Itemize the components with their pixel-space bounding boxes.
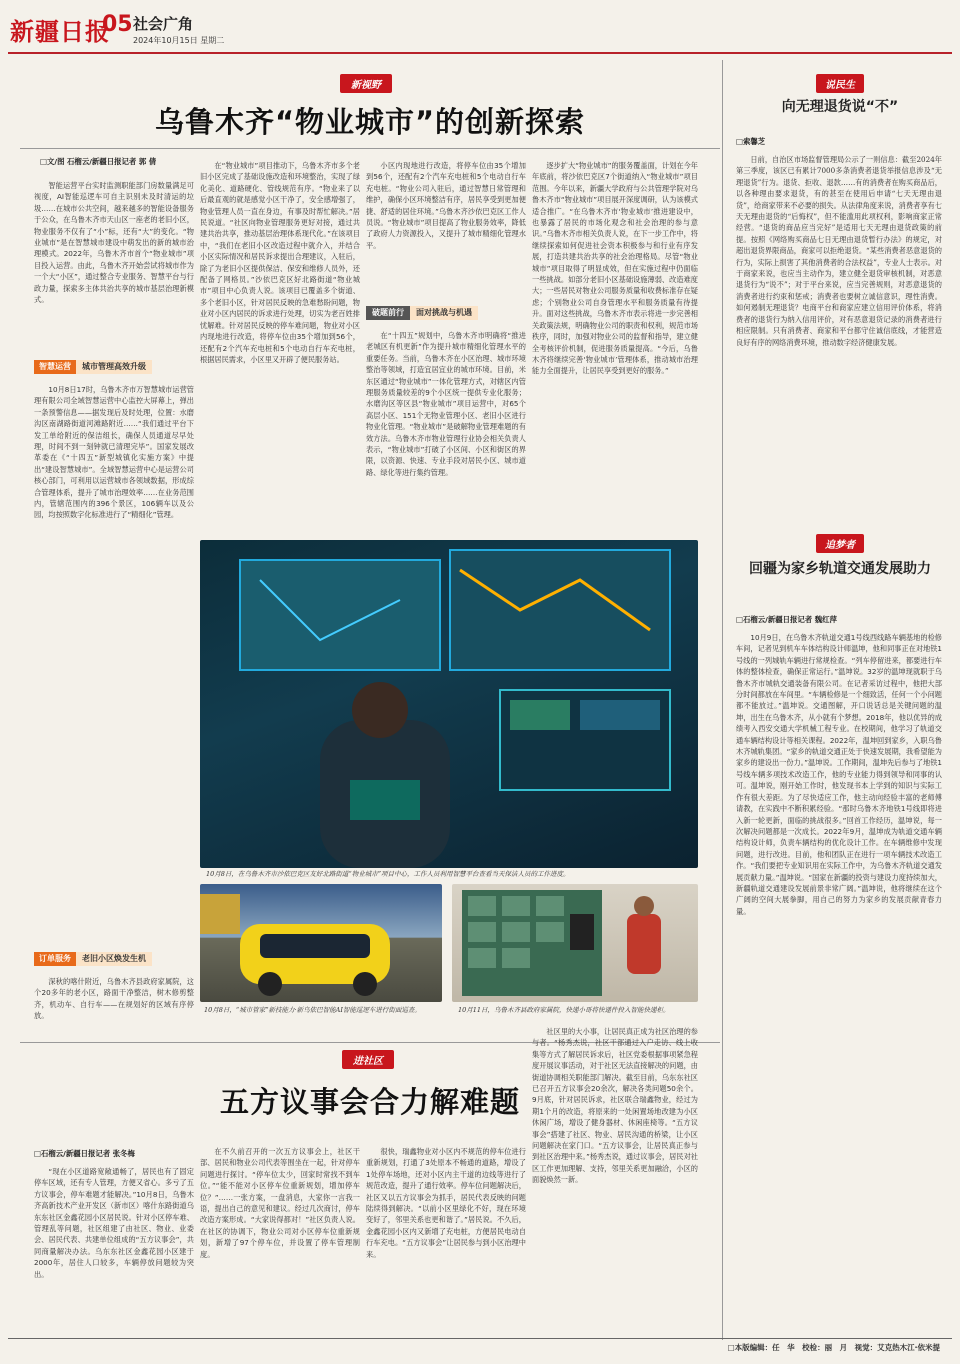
- side2-tag: 追梦者: [816, 534, 864, 553]
- top-story-col1c: 深秋的喀什附近，乌鲁木齐县政府家属院，这个20多年的老小区，路面干净整洁，树木修剪整齐，机动车、自行车——在规划好的区域有序停放。: [34, 977, 194, 1021]
- bottom-story-title: 五方议事会合力解难题: [219, 1085, 520, 1119]
- top-story-col4: 逐步扩大“物业城市”的服务覆盖面，计划在今年年底前，将沙依巴克区7个街道纳入“物业城市”项目范围。今年以来，新疆大学政府与公共管理学院对乌鲁木齐市“物业城市”项目展开深度调研，认为该模式适合推广。“在乌鲁木齐市‘物业城市’推进建设中，也暴露了居民的市场化观念和社会治理的参与意识。”乌鲁木齐市相关负责人说，在下一步工作中，将继续探索如何促进社会资本积极参与和行业有序发展，打造共建共治共享的社会治理格局。尽管“物业城市”项目取得了明显成效，但在实施过程中仍面临一些挑战。如部分老旧小区基础设施薄弱、改造难度大；一些居民对物业公司服务质量和收费标准存在疑虑；个别物业公司自身管理水平和服务质量有待提升。面对这些挑战，乌鲁木齐市表示将进一步完善相关政策法规，明确物业公司的职责和权利，规范市场秩序，同时，加强对物业公司的监督和指导，建立健全考核评价机制，促进服务质量提高。“今后，乌鲁木齐将继续完善‘物业城市’管理体系，推动城市治理能力全面提升，让居民享受到更好的服务。”: [532, 161, 698, 376]
- issue-date: 2024年10月15日 星期二: [133, 36, 225, 45]
- bottom-story-col4: 社区里的大小事，让居民真正成为社区治理的参与者。“杨秀杰说，社区干部通过入户走访、线上收集等方式了解居民诉求后，社区党委根据事项紧急程度开展议事活动，对于社区无法直接解决的问题，由街道协调相关职能部门解决。截至目前，乌东东社区已召开五方议事会20余次，解决各类问题50余个。9月底，针对居民诉求，社区联合瑞鑫物业，经过为期1个月的改造，将原来的一处闲置场地改建为小区休闲广场，增设了健身器材、休闲座椅等。“五方议事会”搭建了社区、物业、居民沟通的桥梁，让小区问题解决在家门口。“五方议事会，让居民真正参与到社区治理中来。”杨秀杰说，通过议事会，居民对社区工作更加理解、支持，邻里关系更加融洽，小区的面貌焕然一新。: [532, 1027, 698, 1185]
- masthead-logo: 新疆日报: [10, 17, 110, 46]
- subhead-order-label: 订单服务: [34, 952, 76, 966]
- top-story-col1: 智能运营平台实时监测职能部门房数量满足可视度，AI智能巡逻车可自主识别未及时清运的垃圾……在城市公共空间，越来越多的智能设备服务于公众，在乌鲁木齐市天山区一座老的老旧小区，物业服务不仅有了“小”标，还有“大”的变化。“物业城市”是在智慧城市建设中萌发出的新的城市治理模式。2022年，乌鲁木齐市首个“物业城市”项目投入运营。由此，乌鲁木齐开始尝试将城市作为一个大“小区”，通过整合专业服务、智慧平台与行政力量，探索多主体共治共享的城市基层治理新模式。: [34, 181, 194, 305]
- bottom-story-col2: 在不久前召开的一次五方议事会上，社区干部、居民和物业公司代表等围坐在一起，针对停车问题进行探讨。“停车位太少，回家时常找不到车位。”“能不能对小区停车位重新规划，增加停车位？”……一张方案，一盘消息，大家你一言我一语，提出自己的意见和建议。经过几次商讨，停车改造方案形成。“大家说得都对！”社区负责人说。在社区的协调下，物业公司对小区停车位重新规划，新增了97个停车位，并设置了停车管理制度。: [200, 1147, 360, 1259]
- small-photo1-caption: 10月8日，“城市管家”新技能力·新乌依巴智能AI智能巡逻车进行街面巡查。: [204, 1006, 421, 1014]
- subhead-smart-ops-text: 城市管理高效升级: [76, 360, 152, 374]
- top-story-col3: 小区内现地进行改造，将停车位由35个增加到56个，还配有2个汽车充电桩和5个电动自行车充电桩。“物业公司入驻后，通过智慧日常管理和维护，确保小区环境整洁有序，居民享受到更加便捷、舒适的居住环境。”乌鲁木齐沙依巴克区工作人员说。“物业城市”项目提高了物业服务效率，降低了政府人力资源投入，又提升了城市精细化管理水平。: [366, 161, 526, 250]
- top-story-col3b: 在“十四五”规划中，乌鲁木齐市明确将“推进老城区有机更新”作为提升城市精细化管理水平的重要任务。当前，乌鲁木齐在小区治理、城市环境整治等领域，打造宜居宜业的城市环境。目前，米东区通过“物业城市”一体化管理方式，对辖区内管理服务质量较差的9个小区统一提供专业化服务；水磨沟区等区县“物业城市”项目运营中，对65个高层小区、151个无物业管理小区、老旧小区进行物业化管理。“物业城市”是破解物业管理难题的有效方法。乌鲁木齐市物业管理行业协会相关负责人表示，“物业城市”打破了小区间、小区和街区的界限，以资源、快速、专业手段对居民小区、城市道路、绿化等进行集约管理。: [366, 331, 526, 477]
- footer-rule: [8, 1338, 952, 1339]
- top-story-col1b: 10月8日17时，乌鲁木齐市万智慧城市运营管理有限公司全域智慧运营中心监控大屏幕上，弹出一条预警信息——据发现后及时处理，位置：水磨沟区南湖路街道河滩路附近……“我们通过平台下发工单给附近的保洁组长，确保人员通道尽早处理，时间不到一刻钟就已清理完毕”。国家发展改革委在《“十四五”新型城镇化实施方案》中提出“建设智慧城市”。全域智慧运营中心是运营公司核心部门，可利用以运营城市各领域数据，形成综合管理体系，提升了城市治理效率……在业务范围内，管辖范围内的396个景区，106辆车以及公园，均按照数字化标准进行了“精细化”管理。: [34, 385, 194, 520]
- side1-tag: 说民生: [816, 74, 864, 93]
- patrol-car-photo: [200, 884, 442, 1002]
- small-photo2-caption: 10月11日，乌鲁木齐县政府家属院，快递小哥将快递件投入智能快递柜。: [458, 1006, 670, 1014]
- side1-byline: □索馨芝: [736, 137, 766, 146]
- bottom-story-tag: 进社区: [342, 1050, 394, 1069]
- page-number: 05: [102, 12, 133, 37]
- side1-title: 向无理退货说“不”: [781, 99, 899, 115]
- subhead-order-service: [34, 952, 152, 966]
- bottom-story-byline: □石榴云/新疆日报记者 张冬梅: [34, 1149, 135, 1158]
- header-divider: [8, 52, 952, 54]
- top-story-col2: 在“物业城市”项目推动下，乌鲁木齐市多个老旧小区完成了基础设施改造和环境整治，实现了绿化美化、道路硬化、管线规范有序。“物业来了以后最直观的就是感觉小区干净了，安全感增强了，物业管理人员一直在身边，有事及时帮忙解决。”居民说道。“社区向物业管理服务更好对接，通过共建共治共享，推动基层治理体系现代化。”在该项目中，“我们在老旧小区改造过程中就介入，并结合小区实际情况和居民诉求提出合理建议，入驻后，除了为老旧小区提供保洁、保安和维修人员外，还配备了网格员。”沙依巴克区好北路街道“物业城市”项目中心负责人说。该项目已覆盖多个街道、多个老旧小区，针对居民反映的急难愁盼问题，物业对小区内居民的诉求进行处理，切实为老百姓排忧解难。针对居民反映的停车难问题，物业对小区内现地进行改造，将停车位由35个增加到56个，还配有2个汽车充电桩和5个电动自行车充电桩，根据居民需求，小区里又开辟了便民服务站。: [200, 161, 360, 364]
- side2-text: 10月9日，在乌鲁木齐轨道交通1号线西线路车辆基地的检修车间，记者见到机车车体结构设计师温坤，他和同事正在对地铁1号线的一列城轨车辆进行常规检查。“列车停留进来，都要进行车体的整体检查，确保正常运行。”温坤说。32岁的温坤现就职于乌鲁木齐市城轨交通装备有限公司。在记者采访过程中，他把大部分时间都放在车间里。“车辆检修是一个细致活，任何一个小问题都不能放过。”温坤说。交通图解，开口说话总是关键问题的温坤，出生在乌鲁木齐，从小就有个梦想。2018年，他以优异的成绩考入西安交通大学机械工程专业。在校期间，他学习了轨道交通车辆结构设计等相关课程。2022年，温坤回到家乡，入职乌鲁木齐城轨集团。“家乡的轨道交通正处于快速发展期，我希望能为家乡的建设出一份力。”温坤说。工作期间，温坤先后参与了地铁1号线车辆多项技术改造工作，他的专业能力得到领导和同事的认可。温坤说，刚开始工作时，他发现书本上学到的知识与实际工作有很大差距。为了尽快适应工作，他主动向经验丰富的老师傅请教，在实践中不断积累经验。“那时乌鲁木齐地铁1号线即将进入新一轮更新，面临的挑战很多。”回首工作经历，温坤说，每一次解决问题都是一次成长。2022年9月，温坤成为轨道交通车辆结构设计师，负责车辆结构的优化设计工作。在车辆维修中发现问题，进行改进。目前，他和团队正在进行一项车辆技术改造工作。“我们要把专业知识用在实际工作中，为乌鲁木齐轨道交通发展贡献力量。”温坤说。“国家在新疆的投资与建设力度持续加大，新疆轨道交通建设发展前景非常广阔。”温坤说，他将继续在这个广阔的空间大展拳脚，用自己的努力为家乡的发展贡献青春力量。: [736, 633, 942, 916]
- side1-text: 日前，自治区市场监督管理局公示了一则信息：截至2024年第三季度，该区已有累计7000多条消费者退货举报信息涉及“无理退货”行为。退货、拒收、退款……有的消费者在购买商品后，以各种理由要求退货，有的甚至在使用后申请“七天无理由退货”，给商家带来不必要的损失。从法律角度来说，消费者享有七天无理由退货的“后悔权”，但不能滥用此项权利，影响商家正常经营。“退货的商品应当完好”是适用七天无理由退货政策的前提。按照《网络购买商品七日无理由退货暂行办法》的规定，对超出退货界限商品，商家可以拒绝退货。“某些消费者恶意退货的行为，实际上损害了其他消费者的合法权益”，专业人士表示。对于商家来说，也应当主动作为，建立健全退货审核机制，对恶意退货行为“说不”；对于平台来说，应当完善规则，对恶意退货的消费者进行约束和惩戒；消费者也要树立诚信意识，理性消费。如何遏制无理退货？电商平台和商家应建立信用评价体系，将消费者的退货行为纳入信用评价，对有恶意退货记录的消费者进行相应限制。只有消费者、商家和平台都守住诚信底线，才能营造良好有序的网络消费环境，推动数字经济健康发展。: [736, 155, 942, 347]
- top-story-title: 乌鲁木齐“物业城市”的创新探索: [154, 105, 586, 139]
- side2-title: 回疆为家乡轨道交通发展助力: [749, 561, 931, 577]
- bottom-story-col1: “现在小区道路宽敞通畅了，居民也有了固定停车区域，还有专人管理，方便又省心。多亏了五方议事会，停车难题才能解决。”10月8日，乌鲁木齐高新技术产业开发区（新市区）喀什东路街道乌东东社区金鑫花园小区居民说。针对小区停车难、管理乱等问题，社区组建了由社区、物业、业委会、居民代表、共建单位组成的“五方议事会”，共同商量解决办法。乌东东社区金鑫花园小区建于2000年，居住人口较多，车辆停放问题较为突出。: [34, 1167, 194, 1279]
- parcel-locker-photo: [452, 884, 698, 1002]
- side2-byline: □石榴云/新疆日报记者 魏红萍: [736, 615, 837, 624]
- subhead-smart-ops: [34, 360, 152, 374]
- bottom-story-col3: 很快，瑞鑫物业对小区内不规范的停车位进行重新规划，打通了3处原本不畅通的道路，增设了1处停车场地，还对小区内主干道的边线等进行了规范改造，提升了通行效率。停车位问题解决后，社区又以五方议事会为抓手，居民代表反映的问题陆续得到解决。“以前小区里绿化不好，现在环境变好了，邻里关系也更和谐了。”居民说。不久后，金鑫花园小区内又新增了充电桩，方便居民电动自行车充电。“五方议事会”让居民参与到小区治理中来。: [366, 1147, 526, 1259]
- section-name: 社会广角: [133, 15, 194, 33]
- column-divider: [722, 60, 723, 1340]
- subhead-challenges: [366, 306, 478, 320]
- subhead-challenges-text: 面对挑战与机遇: [410, 306, 478, 320]
- subhead-smart-ops-label: 智慧运营: [34, 360, 76, 374]
- title-rule: [20, 148, 720, 149]
- control-center-photo: [200, 540, 698, 868]
- subhead-order-text: 老旧小区焕发生机: [76, 952, 152, 966]
- subhead-challenges-label: 破题前行: [366, 306, 410, 320]
- top-story-byline: □文/图 石榴云/新疆日报记者 郭 倩: [40, 157, 157, 166]
- big-photo-caption: 10月8日，在乌鲁木齐市沙依巴克区友好北路街道“物业城市”项目中心，工作人员利用智慧平台查看当天保洁人员的工作进度。: [206, 870, 570, 878]
- editor-credits: □本版编辑：任 华 校检：丽 月 视觉：艾克热木江·依米提: [727, 1343, 940, 1352]
- top-story-tag: 新视野: [340, 74, 392, 93]
